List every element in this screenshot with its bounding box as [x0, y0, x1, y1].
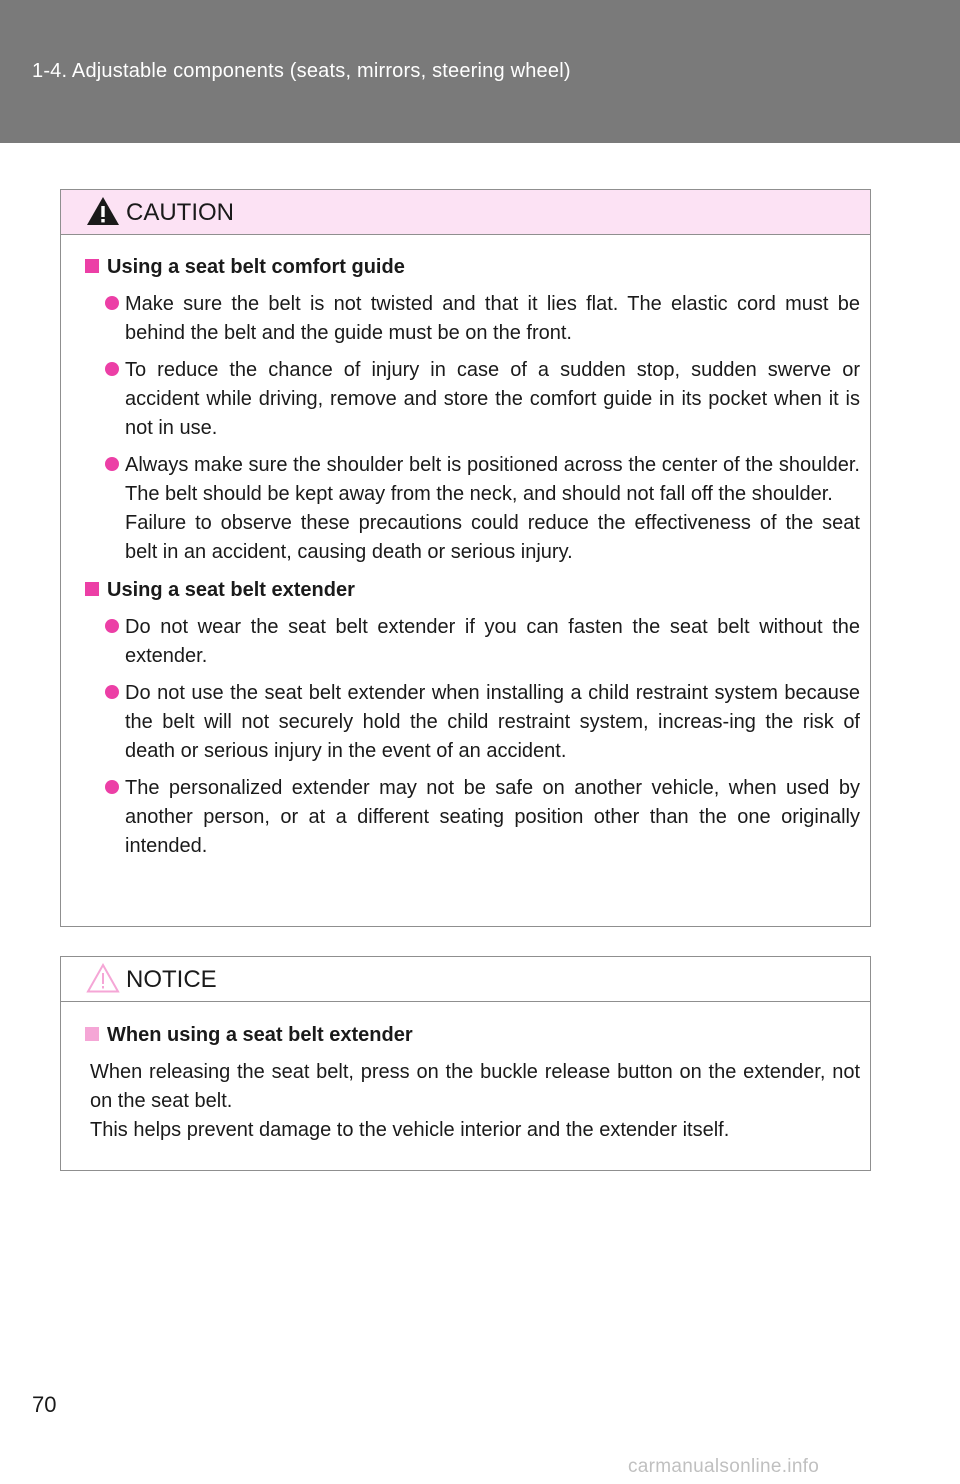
notice-paragraph: When releasing the seat belt, press on the buckle release button on the extender, not on the seat belt. — [90, 1061, 860, 1112]
section-title-text: When using a seat belt extender — [107, 1024, 413, 1046]
caution-label: CAUTION — [126, 199, 234, 226]
list-item — [105, 451, 860, 567]
warning-note: Failure to observe these precautions could reduce the effectiveness of the seat belt in an accident, causing death or serious injury. — [125, 512, 860, 563]
square-bullet-icon — [85, 259, 99, 273]
watermark: carmanualsonline.info — [628, 1456, 820, 1477]
list-item — [105, 774, 860, 861]
list-item-text: To reduce the chance of injury in case of a sudden stop, sudden swerve or accident while driving, remove and store the comfort guide in its pocket when it is not in use. — [125, 359, 860, 439]
circle-bullet-icon — [105, 362, 119, 376]
notice-body — [61, 1022, 870, 1145]
square-bullet-icon — [85, 1027, 99, 1041]
list-item-text: Make sure the belt is not twisted and that it lies flat. The elastic cord must be behind the belt and the guide must be on the front. — [125, 293, 860, 344]
section-title-text: Using a seat belt comfort guide — [107, 256, 405, 278]
section-title — [85, 577, 860, 603]
circle-bullet-icon — [105, 685, 119, 699]
caution-box — [60, 189, 871, 927]
page-header — [0, 0, 960, 143]
list-item — [105, 679, 860, 766]
caution-header — [61, 190, 870, 235]
circle-bullet-icon — [105, 457, 119, 471]
circle-bullet-icon — [105, 296, 119, 310]
notice-label: NOTICE — [126, 966, 217, 993]
list-item — [105, 356, 860, 443]
section-title-text: Using a seat belt extender — [107, 579, 355, 601]
list-item-text: The personalized extender may not be safe on another vehicle, when used by another person, or at a different seating position other than the one originally intended. — [125, 777, 860, 857]
page-number: 70 — [32, 1392, 57, 1417]
list-item-text: Do not use the seat belt extender when installing a child restraint system because the belt will not securely hold the child restraint system, increas-ing the risk of death or serious injury in the event of an accident. — [125, 682, 860, 762]
square-bullet-icon — [85, 582, 99, 596]
caution-body — [61, 254, 870, 861]
section-title — [85, 254, 860, 280]
list-item-text: Do not wear the seat belt extender if you can fasten the seat belt without the extender. — [125, 616, 860, 667]
circle-bullet-icon — [105, 619, 119, 633]
list-item-text: Always make sure the shoulder belt is positioned across the center of the shoulder. The belt should be kept away from the neck, and should not fall off the shoulder. — [125, 454, 860, 505]
header-title: 1-4. Adjustable components (seats, mirrors, steering wheel) — [32, 60, 571, 82]
section-title — [85, 1022, 860, 1048]
warning-triangle-icon — [85, 195, 121, 227]
warning-triangle-outline-icon — [85, 962, 121, 994]
notice-paragraph: This helps prevent damage to the vehicle interior and the extender itself. — [90, 1119, 730, 1141]
notice-header — [61, 957, 870, 1002]
notice-box — [60, 956, 871, 1171]
list-item — [105, 290, 860, 348]
list-item — [105, 613, 860, 671]
circle-bullet-icon — [105, 780, 119, 794]
